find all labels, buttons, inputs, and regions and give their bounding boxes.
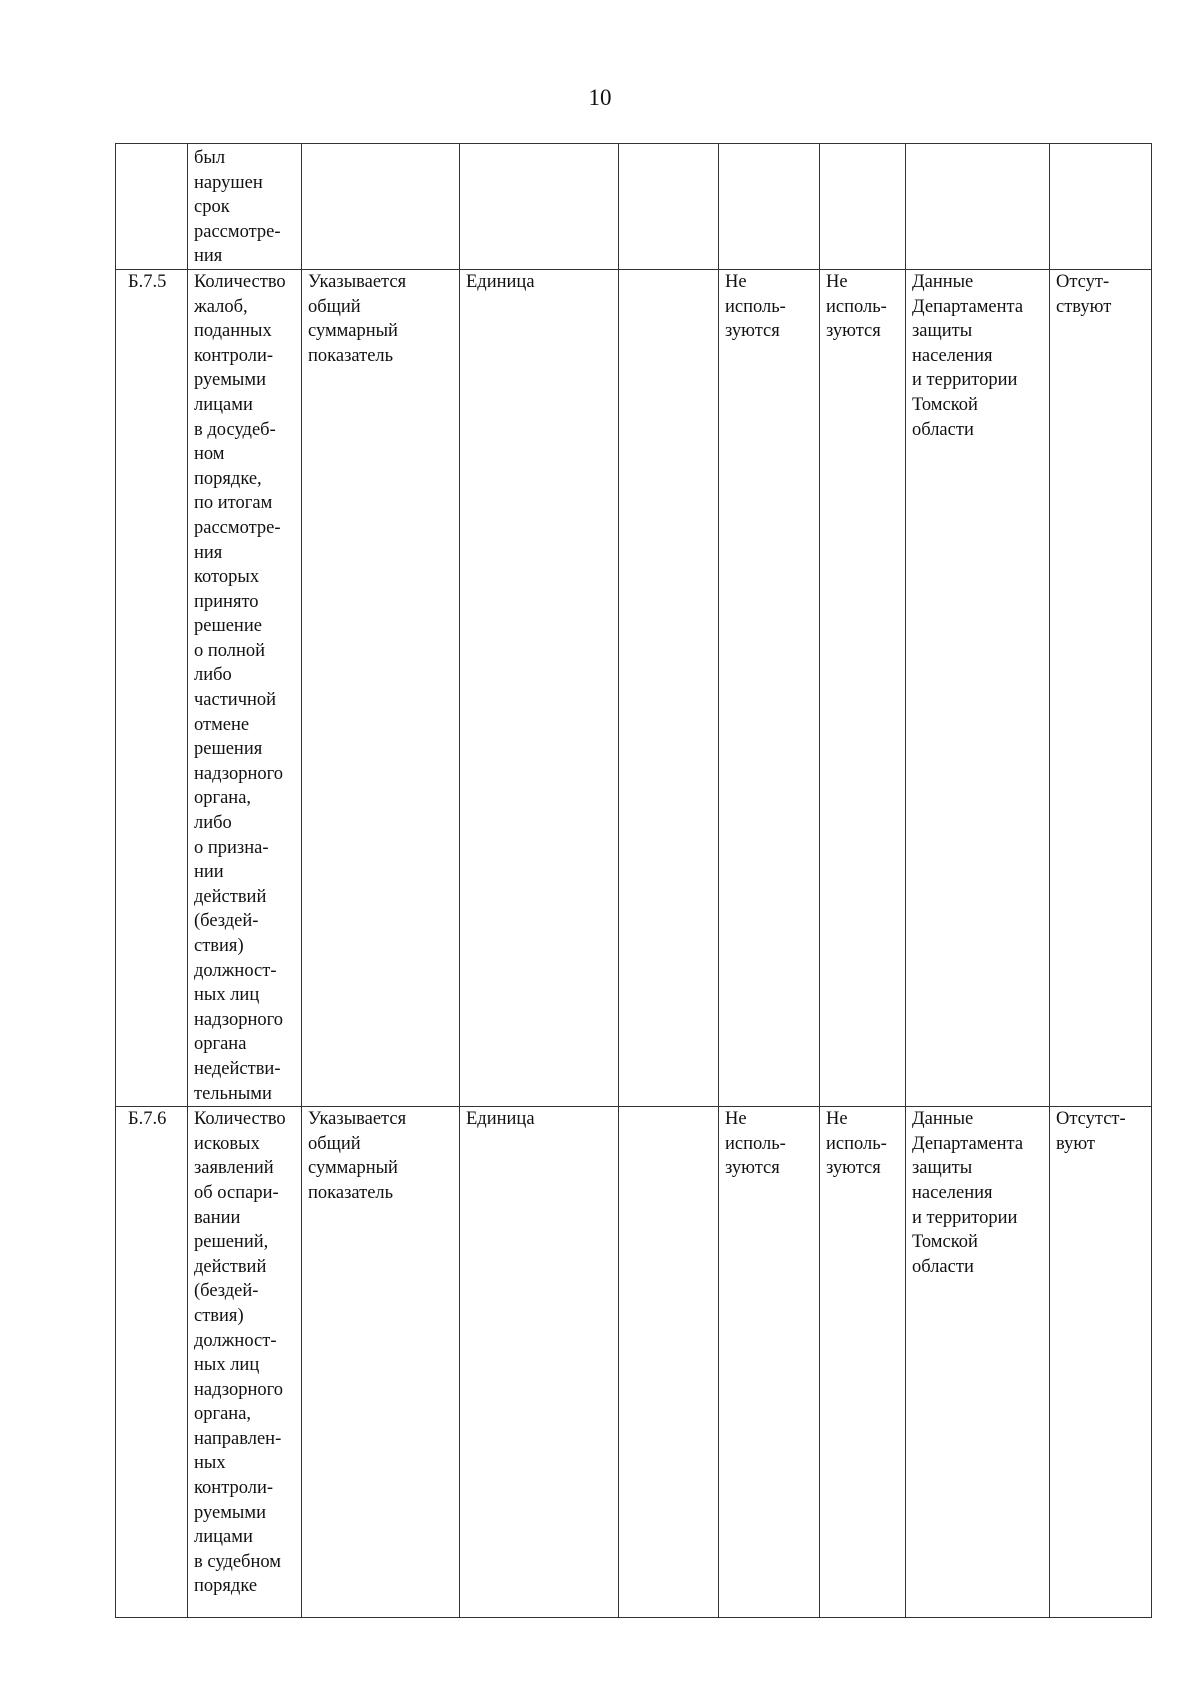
indicator-source: Данные Департамента защиты населения и территории Томской области: [906, 269, 1050, 1106]
indicator-name: Количество жалоб, поданных контроли- руемыми лицами в досудеб- ном порядке, по итогам рассмотре- ния которых принято решение о полной либо частичной отмене решения надзорного органа, либо о призна- нии действий (бездей- ствия) должност- ных лиц надзорного органа недействи- тельными: [188, 269, 302, 1106]
indicator-note: [302, 144, 460, 270]
table-row: [116, 1107, 1152, 1618]
indicator-name: Количество исковых заявлений об оспари- вании решений, действий (бездей- ствия) должност- ных лиц надзорного органа, направлен- ных контроли- руемыми лицами в судебном порядке: [188, 1107, 302, 1618]
indicator-col6: [719, 144, 820, 270]
indicator-code: Б.7.5: [116, 269, 188, 1106]
indicator-source: [906, 144, 1050, 270]
indicator-col7: Не исполь- зуются: [820, 269, 906, 1106]
indicator-col6: Не исполь- зуются: [719, 1107, 820, 1618]
indicator-col6: Не исполь- зуются: [719, 269, 820, 1106]
indicator-comment: [1050, 144, 1152, 270]
indicator-formula: [619, 144, 719, 270]
indicator-formula: [619, 1107, 719, 1618]
indicator-code: [116, 144, 188, 270]
indicator-col7: [820, 144, 906, 270]
table-row: [116, 269, 1152, 1106]
table-row: [116, 144, 1152, 270]
indicator-comment: Отсут- ствуют: [1050, 269, 1152, 1106]
page-number: 10: [588, 85, 612, 110]
indicator-note: Указывается общий суммарный показатель: [302, 269, 460, 1106]
indicator-unit: Единица: [460, 1107, 619, 1618]
indicator-code: Б.7.6: [116, 1107, 188, 1618]
indicators-table: [115, 143, 1152, 1618]
indicator-unit: Единица: [460, 269, 619, 1106]
indicator-unit: [460, 144, 619, 270]
indicator-formula: [619, 269, 719, 1106]
indicator-name: был нарушен срок рассмотре- ния: [188, 144, 302, 270]
indicator-comment: Отсутст- вуют: [1050, 1107, 1152, 1618]
indicator-note: Указывается общий суммарный показатель: [302, 1107, 460, 1618]
indicator-source: Данные Департамента защиты населения и территории Томской области: [906, 1107, 1050, 1618]
indicator-col7: Не исполь- зуются: [820, 1107, 906, 1618]
